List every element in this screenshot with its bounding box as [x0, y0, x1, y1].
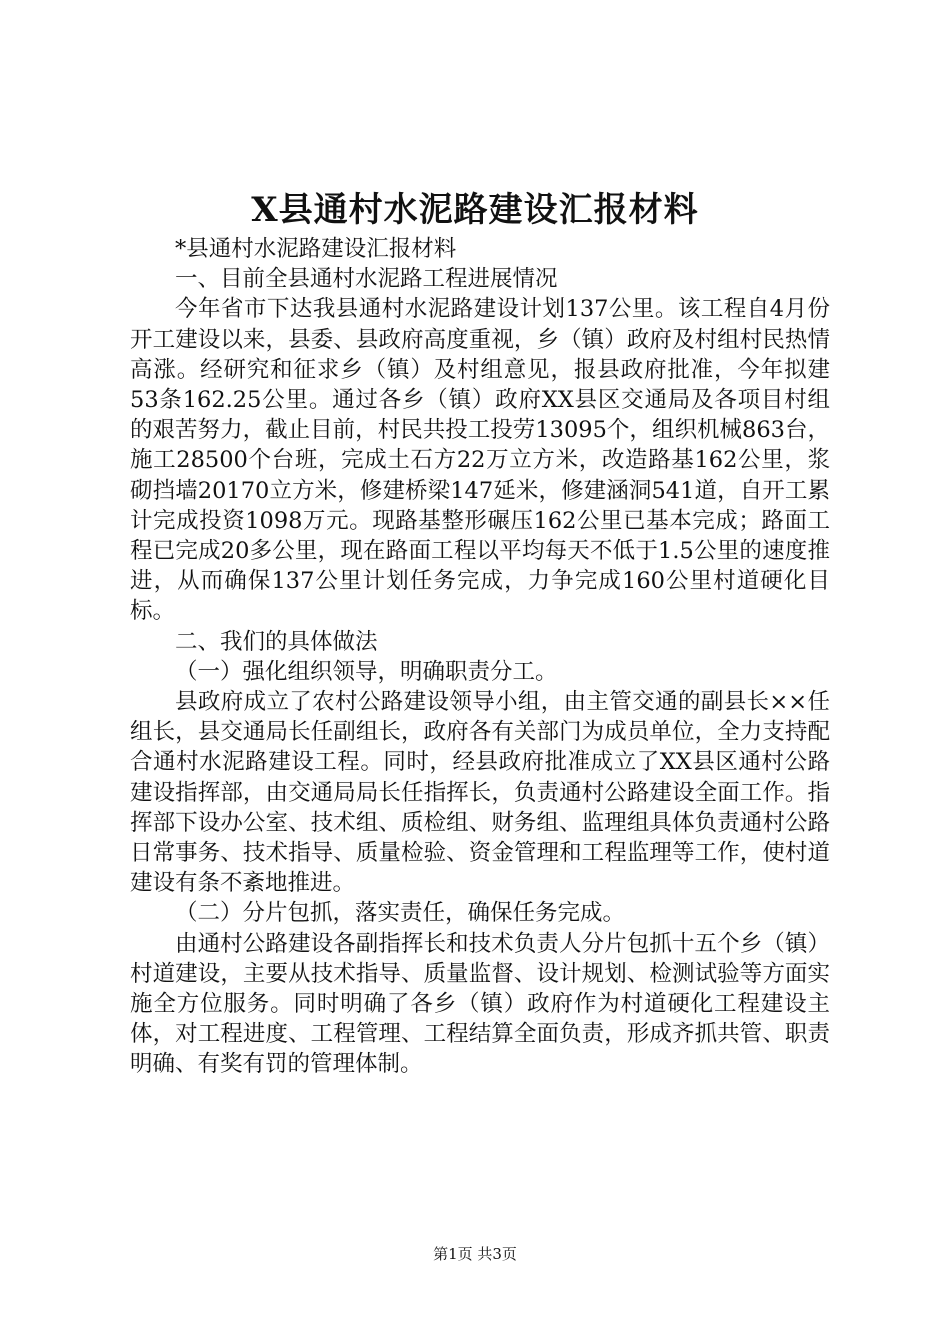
subtitle-paragraph: *县通村水泥路建设汇报材料 [175, 236, 457, 262]
leadership-paragraph: 县政府成立了农村公路建设领导小组，由主管交通的副县长××任组长，县交通局长任副组长，政府各有关部门为成员单位，全力支持配合通村水泥路建设工程。同时，经县政府批准成立了XX县区通村公路建设指挥部，由交通局局长任指挥长，负责通村公路建设全面工作。指挥部下设办公室、技术组、质检组、财务组、监理组具体负责通村公路日常事务、技术指导、质量检验、资金管理和工程监理等工作，使村道建设有条不紊地推进。 [130, 689, 830, 897]
page-number-footer: 第1页 共3页 [433, 1245, 517, 1263]
subheading-responsibility: （二）分片包抓，落实责任，确保任务完成。 [175, 900, 626, 927]
section-heading-progress: 一、目前全县通村水泥路工程进展情况 [175, 266, 558, 293]
document-title: X县通村水泥路建设汇报材料 [251, 190, 699, 230]
progress-paragraph: 今年省市下达我县通村水泥路建设计划137公里。该工程自4月份开工建设以来，县委、县政府高度重视，乡（镇）政府及村组村民热情高涨。经研究和征求乡（镇）及村组意见，报县政府批准，今年拟建53条162.25公里。通过各乡（镇）政府XX县区交通局及各项目村组的艰苦努力，截止目前，村民共投工投劳13095个，组织机械863台，施工28500个台班，完成土石方22万立方米，改造路基162公里，浆砌挡墙20170立方米，修建桥梁147延米，修建涵洞541道，自开工累计完成投资1098万元。现路基整形碾压162公里已基本完成；路面工程已完成20多公里，现在路面工程以平均每天不低于1.5公里的速度推进，从而确保137公里计划任务完成，力争完成160公里村道硬化目标。 [130, 296, 830, 625]
section-heading-methods: 二、我们的具体做法 [175, 628, 378, 655]
document-body [130, 234, 830, 1080]
subheading-leadership: （一）强化组织领导，明确职责分工。 [175, 658, 558, 685]
responsibility-paragraph: 由通村公路建设各副指挥长和技术负责人分片包抓十五个乡（镇）村道建设，主要从技术指导、质量监督、设计规划、检测试验等方面实施全方位服务。同时明确了各乡（镇）政府作为村道硬化工程建设主体，对工程进度、工程管理、工程结算全面负责，形成齐抓共管、职责明确、有奖有罚的管理体制。 [130, 930, 830, 1078]
